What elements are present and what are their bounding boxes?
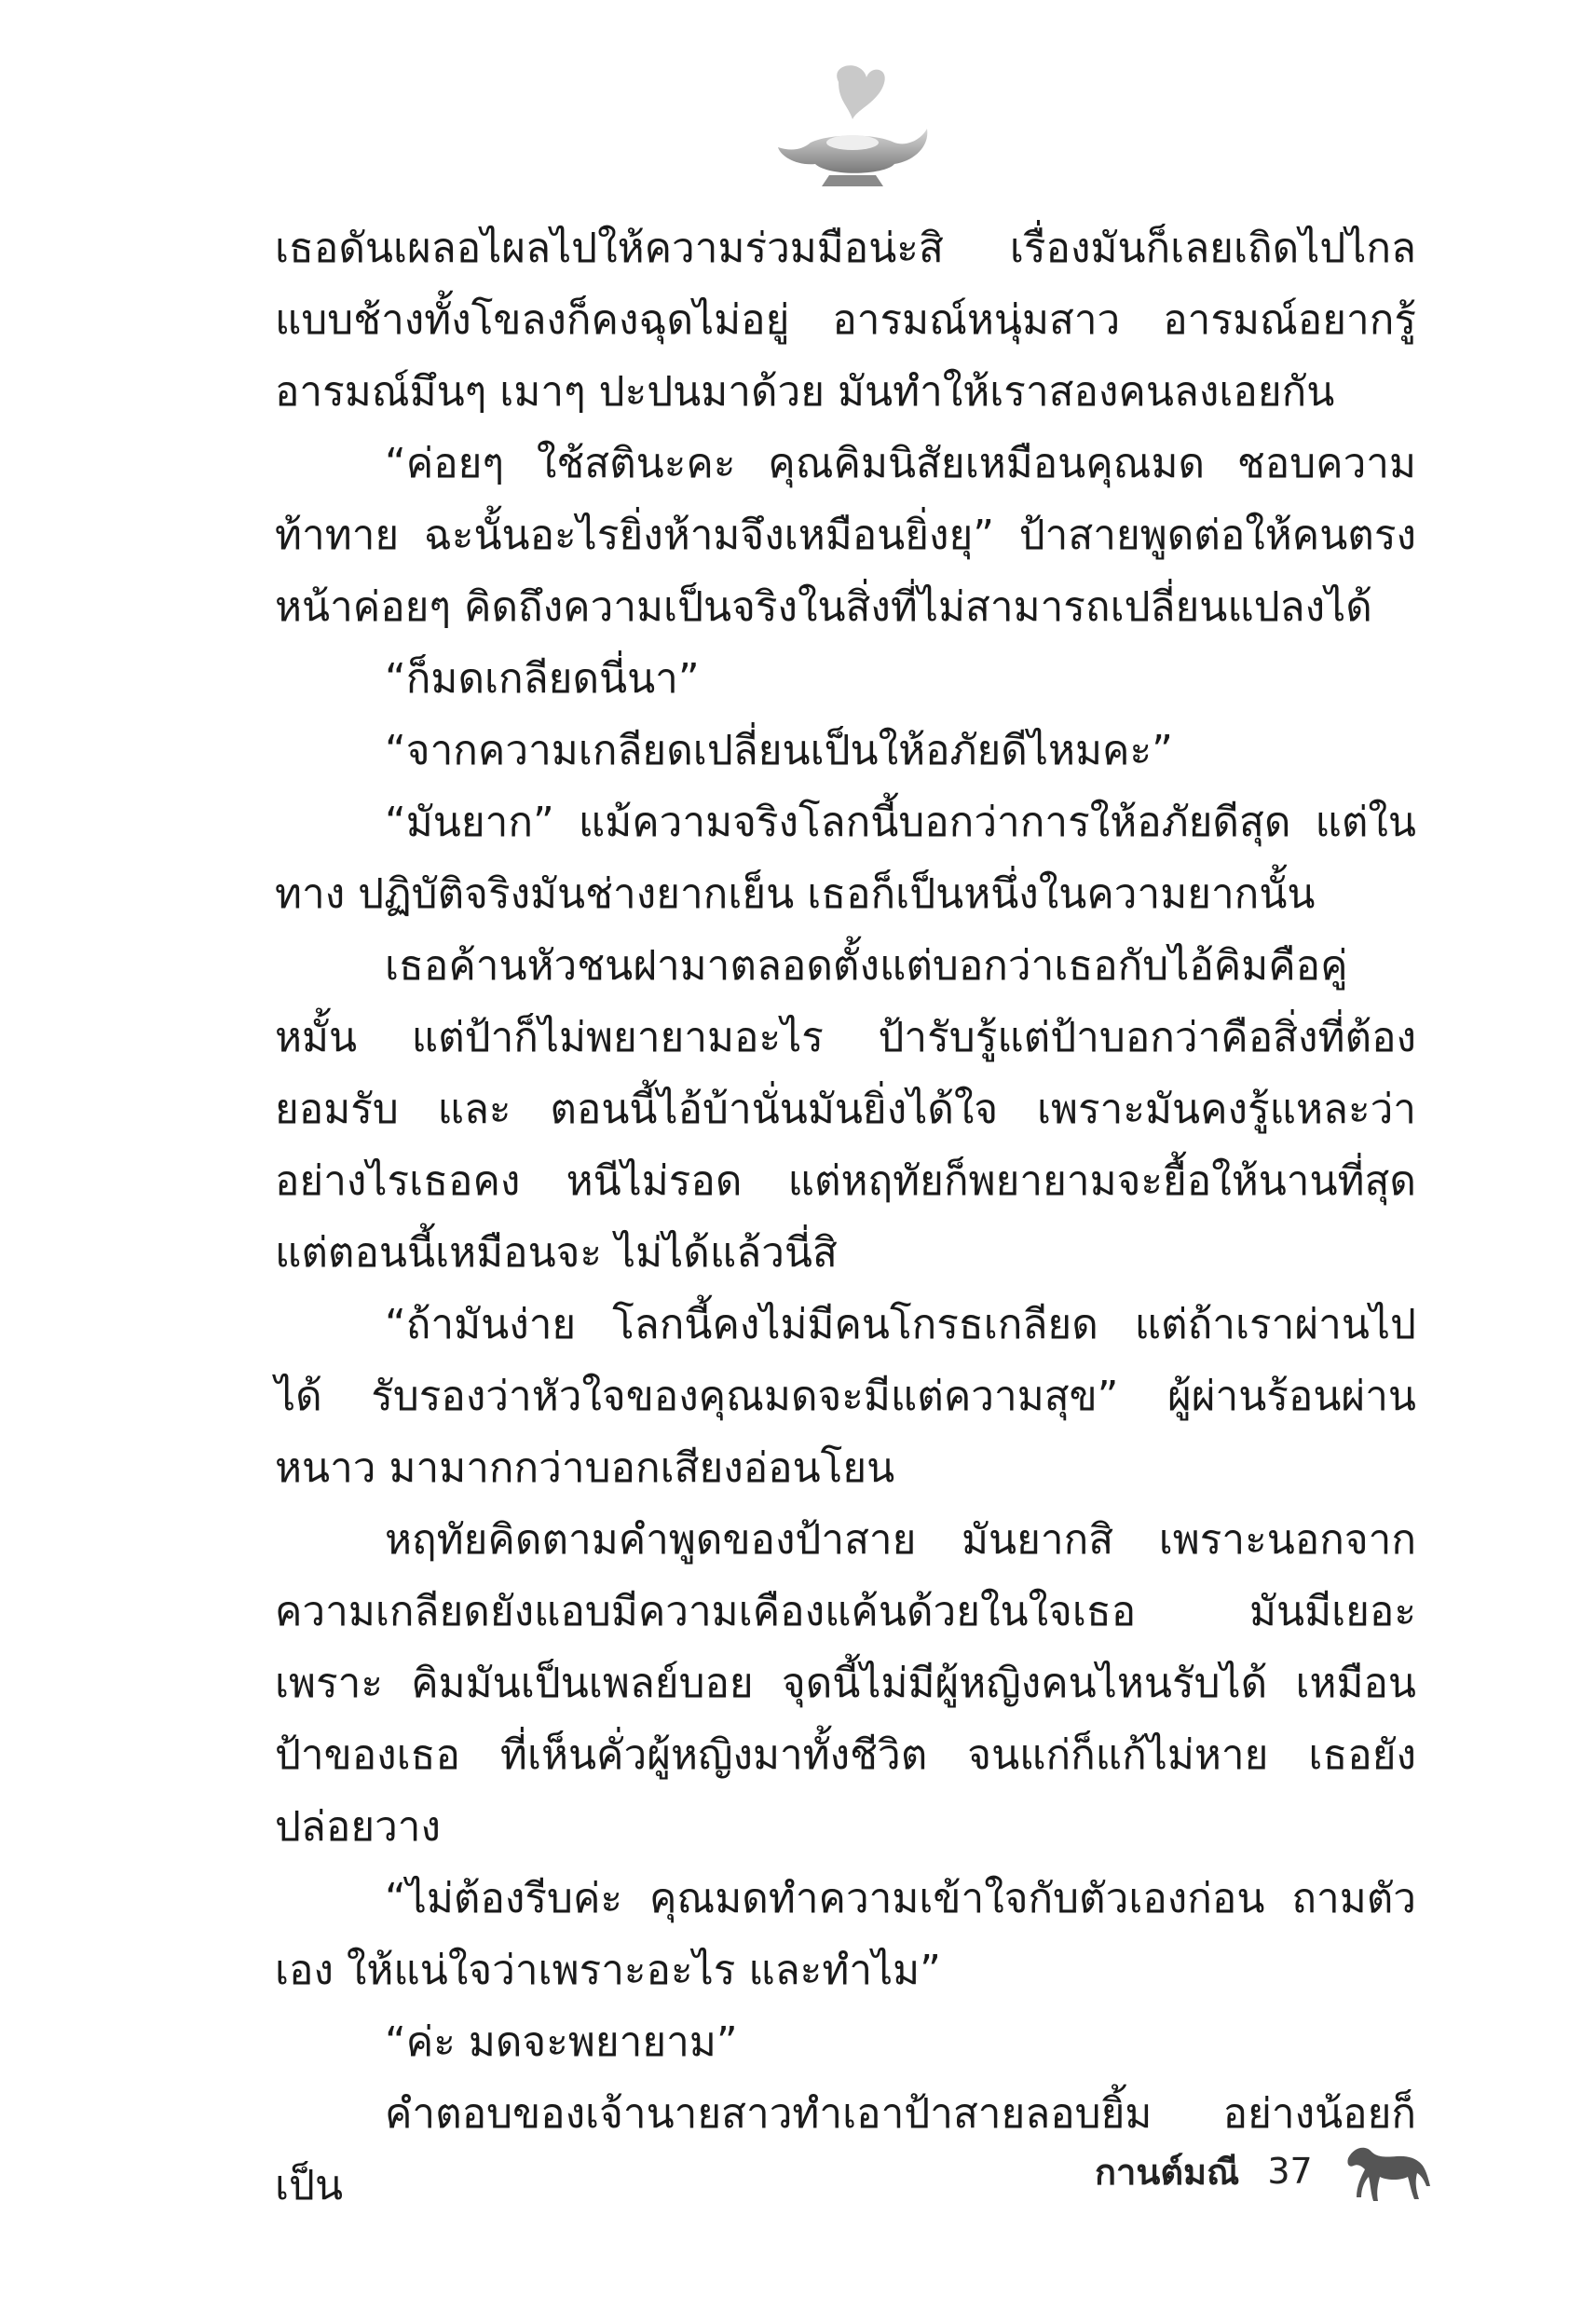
genie-lamp-icon	[773, 54, 932, 194]
paragraph: “มันยาก” แม้ความจริงโลกนี้บอกว่าการให้อภัยดีสุด แต่ในทาง ปฏิบัติจริงมันช่างยากเย็น เธอก็เป็นหนึ่งในความยากนั้น	[275, 799, 1416, 918]
paragraph: คำตอบของเจ้านายสาวทำเอาป้าสายลอบยิ้ม อย่างน้อยก็เป็น	[275, 2090, 1416, 2209]
paragraph: หฤทัยคิดตามคำพูดของป้าสาย มันยากสิ เพราะนอกจาก ความเกลียดยังแอบมีความเคืองแค้นด้วยในใจเธอ มันมีเยอะ เพราะ คิมมันเป็นเพลย์บอย จุดนี้ไม่มีผู้หญิงคนไหนรับได้ เหมือนป้าของเธอ ที่เห็นคั่วผู้หญิงมาทั้งชีวิต จนแก่ก็แก้ไม่หาย เธอยังปล่อยวาง	[275, 1516, 1416, 1851]
horse-icon	[1341, 2138, 1434, 2205]
page-footer	[1095, 2143, 1434, 2199]
paragraph: เธอค้านหัวชนฝามาตลอดตั้งแต่บอกว่าเธอกับไอ้คิมคือคู่หมั้น แต่ป้าก็ไม่พยายามอะไร ป้ารับรู้แต่ป้าบอกว่าคือสิ่งที่ต้องยอมรับ และ ตอนนี้ไอ้บ้านั่นมันยิ่งได้ใจ เพราะมันคงรู้แหละว่าอย่างไรเธอคง หนีไม่รอด แต่หฤทัยก็พยายามจะยื้อให้นานที่สุด แต่ตอนนี้เหมือนจะ ไม่ได้แล้วนี่สิ	[275, 942, 1416, 1277]
body-text	[275, 212, 1416, 2222]
paragraph: เธอดันเผลอไผลไปให้ความร่วมมือน่ะสิ เรื่องมันก็เลยเถิดไปไกล แบบช้างทั้งโขลงก็คงฉุดไม่อยู่ อารมณ์หนุ่มสาว อารมณ์อยากรู้ อารมณ์มึนๆ เมาๆ ปะปนมาด้วย มันทำให้เราสองคนลงเอยกัน	[275, 225, 1416, 416]
paragraph: “ค่ะ มดจะพยายาม”	[385, 2018, 738, 2066]
paragraph: “ถ้ามันง่าย โลกนี้คงไม่มีคนโกรธเกลียด แต่ถ้าเราผ่านไปได้ รับรองว่าหัวใจของคุณมดจะมีแต่ความสุข” ผู้ผ่านร้อนผ่านหนาว มามากกว่าบอกเสียงอ่อนโยน	[275, 1301, 1416, 1492]
page-number: 37	[1267, 2151, 1313, 2192]
paragraph: “ไม่ต้องรีบค่ะ คุณมดทำความเข้าใจกับตัวเองก่อน ถามตัวเอง ให้แน่ใจว่าเพราะอะไร และทำไม”	[275, 1875, 1416, 1994]
paragraph: “จากความเกลียดเปลี่ยนเป็นให้อภัยดีไหมคะ”	[385, 727, 1173, 774]
paragraph: “ค่อยๆ ใช้สตินะคะ คุณคิมนิสัยเหมือนคุณมด ชอบความท้าทาย ฉะนั้นอะไรยิ่งห้ามจึงเหมือนยิ่งยุ” ป้าสายพูดต่อให้คนตรงหน้าค่อยๆ คิดถึงความเป็นจริงในสิ่งที่ไม่สามารถเปลี่ยนแปลงได้	[275, 440, 1416, 631]
paragraph: “ก็มดเกลียดนี่นา”	[385, 655, 700, 703]
book-title: กานต์มณี	[1095, 2151, 1240, 2193]
